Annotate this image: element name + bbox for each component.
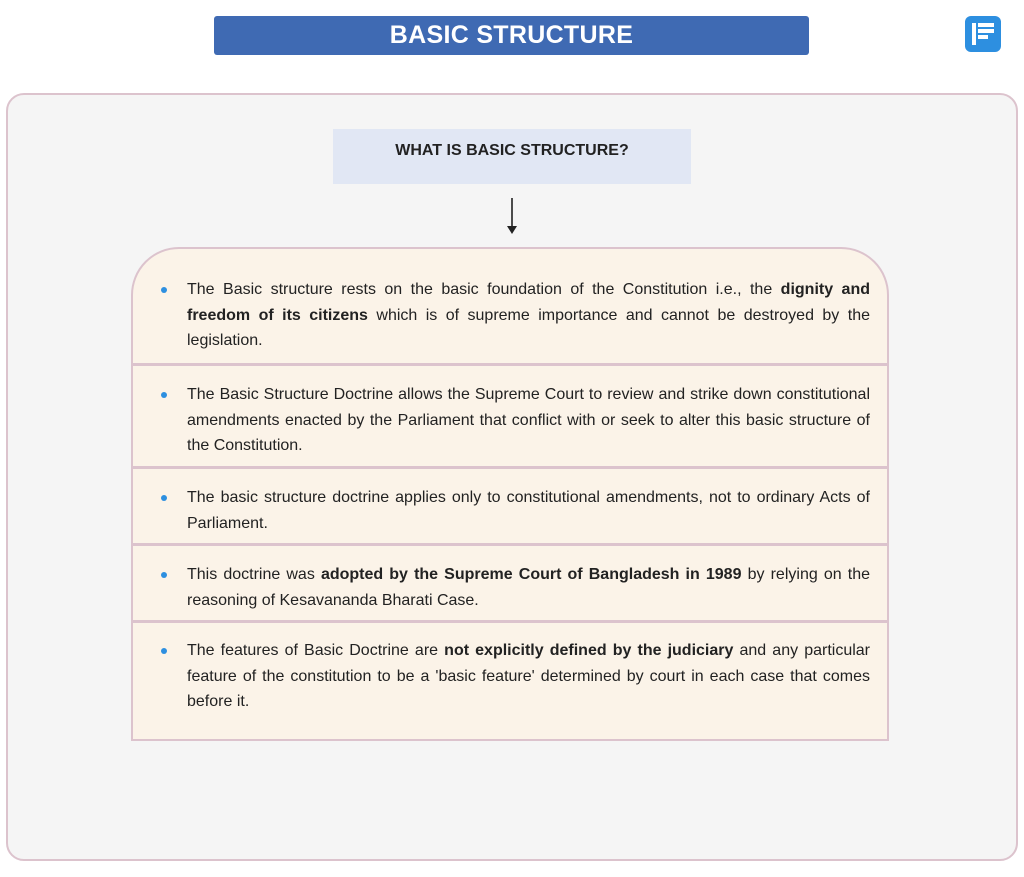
bullet-icon [161, 392, 167, 398]
point-highlight: adopted by the Supreme Court of Bangladesh in 1989 [320, 566, 742, 583]
point-text: The basic structure doctrine applies only to constitutional amendments, not to ordinary Acts of Parliament. [187, 489, 870, 532]
bullet-icon [161, 495, 167, 501]
point-text: The Basic structure rests on the basic foundation of the Constitution i.e., the [187, 281, 781, 298]
point-item-2 [133, 363, 887, 459]
bullet-icon [161, 648, 167, 654]
points-card [131, 247, 889, 741]
bullet-icon [161, 287, 167, 293]
point-item-1 [133, 277, 887, 354]
point-text: The features of Basic Doctrine are [187, 642, 445, 659]
point-text: which is of supreme importance and cannot be destroyed by the legislation. [187, 306, 871, 349]
point-text: by relying on the reasoning of Kesavananda Bharati Case. [187, 566, 871, 609]
point-item-3 [133, 466, 887, 536]
page-title: BASIC STRUCTURE [214, 16, 809, 55]
point-text: This doctrine was [187, 566, 321, 583]
point-item-4 [133, 543, 887, 613]
point-highlight: not explicitly defined by the judiciary [444, 642, 734, 659]
question-box: WHAT IS BASIC STRUCTURE? [333, 129, 691, 184]
point-text: and any particular feature of the constitution to be a 'basic feature' determined by court in each case that comes before it. [187, 642, 871, 710]
point-highlight: dignity and freedom of its citizens [187, 281, 871, 324]
point-item-5 [133, 620, 887, 715]
arrow-down-icon [503, 198, 521, 241]
brand-logo-icon [965, 16, 1001, 52]
bullet-icon [161, 572, 167, 578]
point-text: The Basic Structure Doctrine allows the Supreme Court to review and strike down constitutional amendments enacted by the Parliament that conflict with or seek to alter this basic structure of the Constitution. [187, 386, 870, 454]
